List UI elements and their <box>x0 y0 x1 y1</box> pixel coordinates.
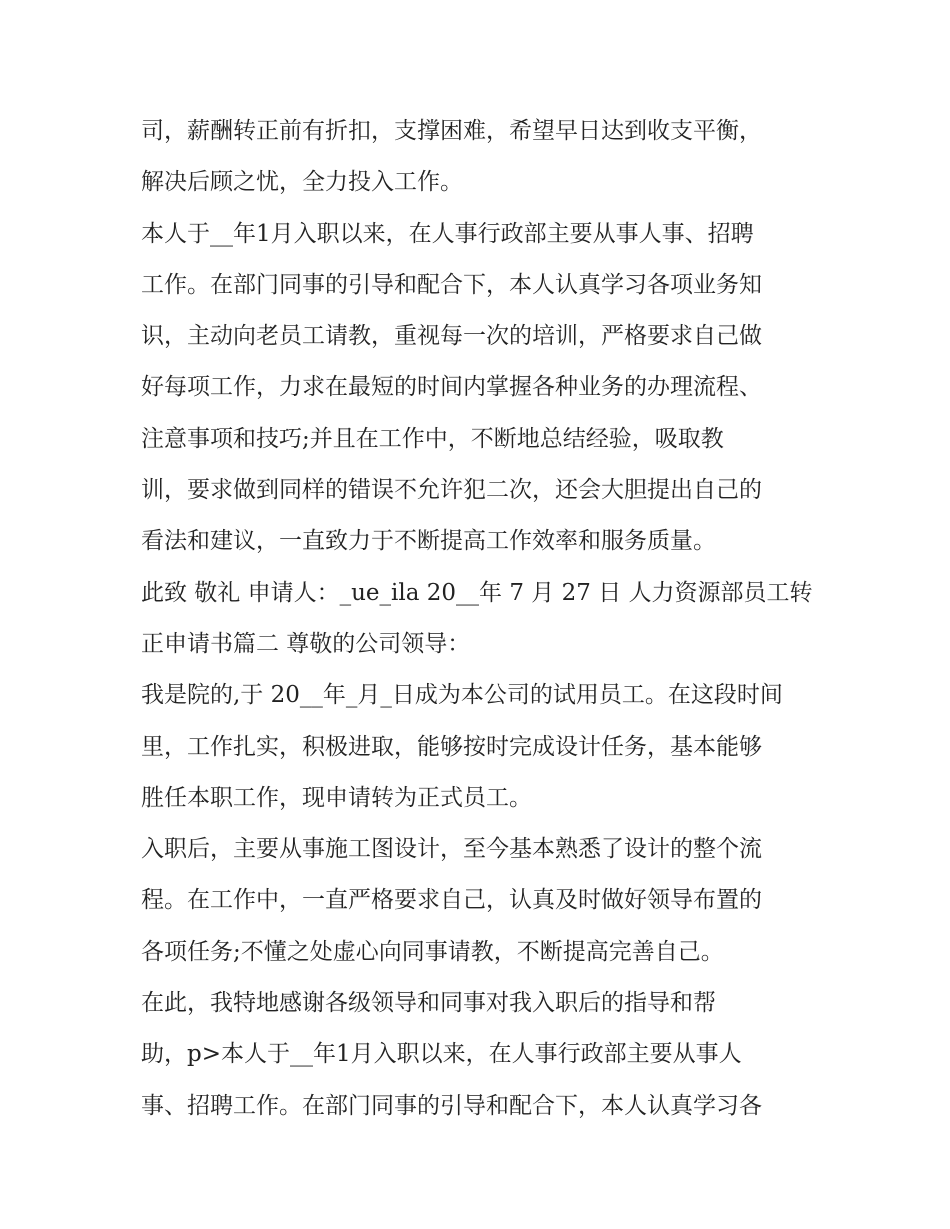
text-line: 程。在工作中，一直严格要求自己，认真及时做好领导布置的 <box>141 887 762 914</box>
text-line: 正申请书篇二 尊敬的公司领导： <box>141 630 471 657</box>
text-line: 事、招聘工作。在部门同事的引导和配合下，本人认真学习各 <box>141 1092 762 1119</box>
text-line: 看法和建议，一直致力于不断提高工作效率和服务质量。 <box>141 528 716 555</box>
text-line: 识，主动向老员工请教，重视每一次的培训，严格要求自己做 <box>141 323 762 350</box>
text-line: 好每项工作，力求在最短的时间内掌握各种业务的办理流程、 <box>141 374 762 401</box>
text-line: 解决后顾之忧，全力投入工作。 <box>141 169 463 196</box>
text-line: 我是院的,于 20__年_月_日成为本公司的试用员工。在这段时间 <box>141 682 783 709</box>
text-line: 工作。在部门同事的引导和配合下，本人认真学习各项业务知 <box>141 271 762 298</box>
text-line: 本人于__年1月入职以来，在人事行政部主要从事人事、招聘 <box>141 220 754 247</box>
text-line: 司，薪酬转正前有折扣，支撑困难，希望早日达到收支平衡， <box>141 118 762 144</box>
text-line: 此致 敬礼 申请人：_ue_ila 20__年 7 月 27 日 人力资源部员工转 <box>141 579 813 606</box>
text-line: 胜任本职工作，现申请转为正式员工。 <box>141 784 532 811</box>
document-body <box>141 106 821 1132</box>
text-line: 入职后，主要从事施工图设计，至今基本熟悉了设计的整个流 <box>141 836 762 863</box>
text-line: 各项任务;不懂之处虚心向同事请教，不断提高完善自己。 <box>141 938 724 965</box>
text-line: 里，工作扎实，积极进取，能够按时完成设计任务，基本能够 <box>141 733 762 760</box>
text-line: 训，要求做到同样的错误不允许犯二次，还会大胆提出自己的 <box>141 477 762 504</box>
text-line: 注意事项和技巧;并且在工作中，不断地总结经验，吸取教 <box>141 425 724 452</box>
text-line: 助，p>本人于__年1月入职以来，在人事行政部主要从事人 <box>141 1041 742 1068</box>
text-line: 在此，我特地感谢各级领导和同事对我入职后的指导和帮 <box>141 990 716 1017</box>
